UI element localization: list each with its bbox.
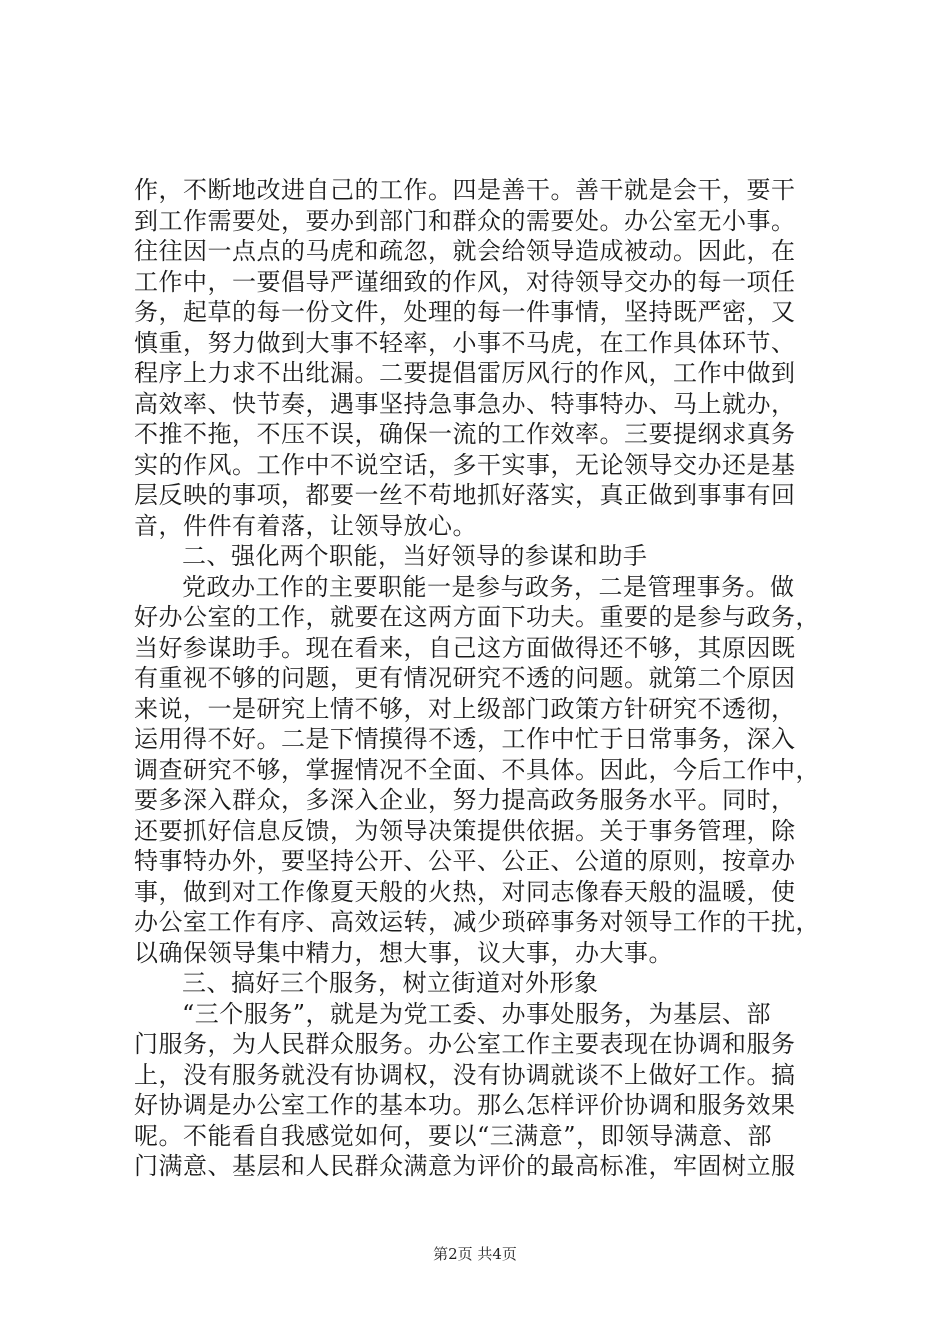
text-line: 特事特办外，要坚持公开、公平、公正、公道的原则，按章办 — [134, 847, 796, 875]
text-line: 党政办工作的主要职能一是参与政务，二是管理事务。做 — [182, 572, 795, 601]
text-line: 事，做到对工作像夏天般的火热，对同志像春天般的温暖，使 — [134, 877, 796, 906]
text-line: 不推不拖，不压不误，确保一流的工作效率。三要提纲求真务 — [134, 420, 796, 448]
text-line: 门满意、基层和人民群众满意为评价的最高标准，牢固树立服 — [134, 1152, 796, 1180]
text-line: 来说，一是研究上情不够，对上级部门政策方针研究不透彻， — [134, 694, 796, 723]
text-line: 好办公室的工作，就要在这两方面下功夫。重要的是参与政务， — [134, 603, 820, 631]
document-body — [134, 175, 834, 1182]
text-line: 工作中，一要倡导严谨细致的作风，对待领导交办的每一项任 — [134, 267, 796, 296]
text-line: 呢。不能看自我感觉如何，要以“三满意”，即领导满意、部 — [134, 1121, 773, 1150]
page-number-label: 第2页 共4页 — [433, 1245, 517, 1263]
text-line: 层反映的事项，都要一丝不苟地抓好落实，真正做到事事有回 — [134, 481, 796, 509]
text-line: 往往因一点点的马虎和疏忽，就会给领导造成被动。因此，在 — [134, 237, 796, 265]
text-line: 好协调是办公室工作的基本功。那么怎样评价协调和服务效果 — [134, 1091, 796, 1119]
text-line: 有重视不够的问题，更有情况研究不透的问题。就第二个原因 — [134, 664, 796, 692]
text-line: 要多深入群众，多深入企业，努力提高政务服务水平。同时， — [134, 786, 796, 814]
text-line: 音，件件有着落，让领导放心。 — [134, 511, 477, 540]
text-line: 办公室工作有序、高效运转，减少琐碎事务对领导工作的干扰， — [134, 908, 820, 936]
text-line: 以确保领导集中精力，想大事，议大事，办大事。 — [134, 938, 673, 967]
text-line: 上，没有服务就没有协调权，没有协调就谈不上做好工作。搞 — [134, 1060, 796, 1089]
text-line: 运用得不好。二是下情摸得不透，工作中忙于日常事务，深入 — [134, 725, 796, 753]
text-line: 高效率、快节奏，遇事坚持急事急办、特事特办、马上就办， — [134, 389, 796, 418]
text-line: 到工作需要处，要办到部门和群众的需要处。办公室无小事。 — [134, 206, 796, 235]
section-heading: 二、强化两个职能，当好领导的参谋和助手 — [182, 542, 648, 570]
text-line: 当好参谋助手。现在看来，自己这方面做得还不够，其原因既 — [134, 633, 796, 662]
text-line: 门服务，为人民群众服务。办公室工作主要表现在协调和服务 — [134, 1030, 796, 1058]
page-footer — [0, 1243, 950, 1264]
text-line: 实的作风。工作中不说空话，多干实事，无论领导交办还是基 — [134, 450, 796, 479]
text-line: “三个服务”，就是为党工委、办事处服务，为基层、部 — [182, 999, 772, 1028]
text-line: 慎重，努力做到大事不轻率，小事不马虎，在工作具体环节、 — [134, 328, 796, 357]
text-line: 调查研究不够，掌握情况不全面、不具体。因此，今后工作中， — [134, 755, 820, 784]
text-line: 务，起草的每一份文件，处理的每一件事情，坚持既严密，又 — [134, 298, 796, 326]
text-line: 作，不断地改进自己的工作。四是善干。善干就是会干，要干 — [134, 176, 796, 204]
section-heading: 三、搞好三个服务，树立街道对外形象 — [182, 969, 599, 997]
text-line: 程序上力求不出纰漏。二要提倡雷厉风行的作风，工作中做到 — [134, 359, 796, 387]
text-line: 还要抓好信息反馈，为领导决策提供依据。关于事务管理，除 — [134, 816, 796, 845]
